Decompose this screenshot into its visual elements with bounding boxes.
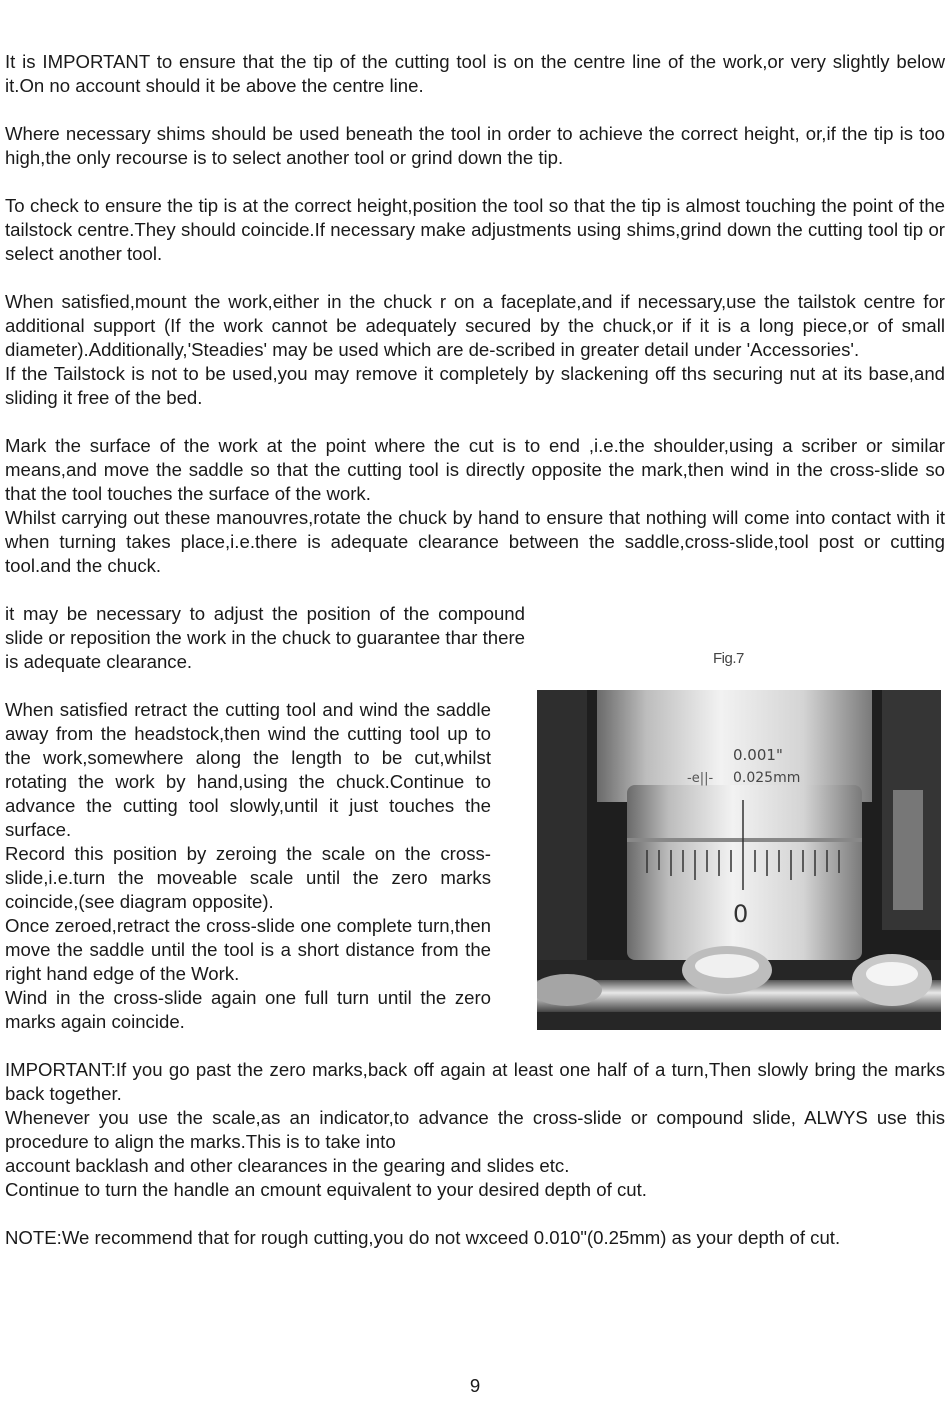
paragraph: Record this position by zeroing the scale on the cross-slide,i.e.turn the moveable scale until the zero marks coincide,(see diagram opposite). [5, 843, 491, 912]
paragraph: it may be necessary to adjust the position of the compound slide or reposition the work in the chuck to guarantee thar there is adequate clearance. [5, 603, 525, 672]
paragraph: account backlash and other clearances in the gearing and slides etc. [5, 1155, 570, 1176]
micrometer-scale-photo [537, 690, 941, 1030]
page-content [5, 50, 945, 1250]
zero-mark-text: 0 [733, 900, 749, 928]
paragraph: Mark the surface of the work at the point where the cut is to end ,i.e.the shoulder,using a scriber or similar means,and move the saddle so that the cutting tool is directly opposite the mark,then wind in the cross-slide so that the tool touches the surface of the work. [5, 435, 945, 504]
scale-inch-text: 0.001" [733, 746, 783, 764]
paragraph: Once zeroed,retract the cross-slide one complete turn,then move the saddle until the tool is a short distance from the right hand edge of the Work. [5, 915, 491, 984]
scale-mm-text: 0.025mm [733, 770, 801, 786]
paragraph: Continue to turn the handle an cmount equivalent to your desired depth of cut. [5, 1179, 647, 1200]
svg-text:-e||-: -e||- [687, 771, 714, 786]
page-number: 9 [469, 1375, 481, 1396]
paragraph: Whenever you use the scale,as an indicator,to advance the cross-slide or compound slide, ALWYS use this procedure to align the marks.This is to take into [5, 1107, 945, 1152]
micrometer-scale-illustration [537, 690, 941, 1030]
paragraph: When satisfied retract the cutting tool and wind the saddle away from the headstock,then wind the cutting tool up to the work,somewhere along the length to be cut,whilst rotating the work by hand,using the chuck.Continue to advance the cutting tool slowly,until it just touches the surface. [5, 699, 491, 840]
figure-7 [533, 650, 945, 1040]
paragraph: It is IMPORTANT to ensure that the tip of the cutting tool is on the centre line of the work,or very slightly below it.On no account should it be above the centre line. [5, 51, 945, 96]
paragraph: To check to ensure the tip is at the correct height,position the tool so that the tip is almost touching the point of the tailstock centre.They should coincide.If necessary make adjustments using shims,grind down the cutting tool tip or select another tool. [5, 195, 945, 264]
figure-label: Fig.7 [713, 650, 744, 667]
paragraph: Whilst carrying out these manouvres,rotate the chuck by hand to ensure that nothing will come into contact with it when turning takes place,i.e.there is adequate clearance between the saddle,cross-slide,tool post or cutting tool.and the chuck. [5, 507, 945, 576]
paragraph: IMPORTANT:If you go past the zero marks,back off again at least one half of a turn,Then slowly bring the marks back together. [5, 1059, 945, 1104]
paragraph: Where necessary shims should be used beneath the tool in order to achieve the correct height, or,if the tip is too high,the only recourse is to select another tool or grind down the tip. [5, 123, 945, 168]
paragraph: If the Tailstock is not to be used,you may remove it completely by slackening off ths securing nut at its base,and sliding it free of the bed. [5, 363, 945, 408]
paragraph: When satisfied,mount the work,either in the chuck r on a faceplate,and if necessary,use the tailstok centre for additional support (If the work cannot be adequately secured by the chuck,or if it is a long piece,or of small diameter).Additionally,'Steadies' may be used which are de-scribed in greater detail under 'Accessories'. [5, 291, 945, 360]
paragraph: Wind in the cross-slide again one full turn until the zero marks again coincide. [5, 987, 491, 1032]
paragraph: NOTE:We recommend that for rough cutting,you do not wxceed 0.010"(0.25mm) as your depth of cut. [5, 1227, 841, 1248]
